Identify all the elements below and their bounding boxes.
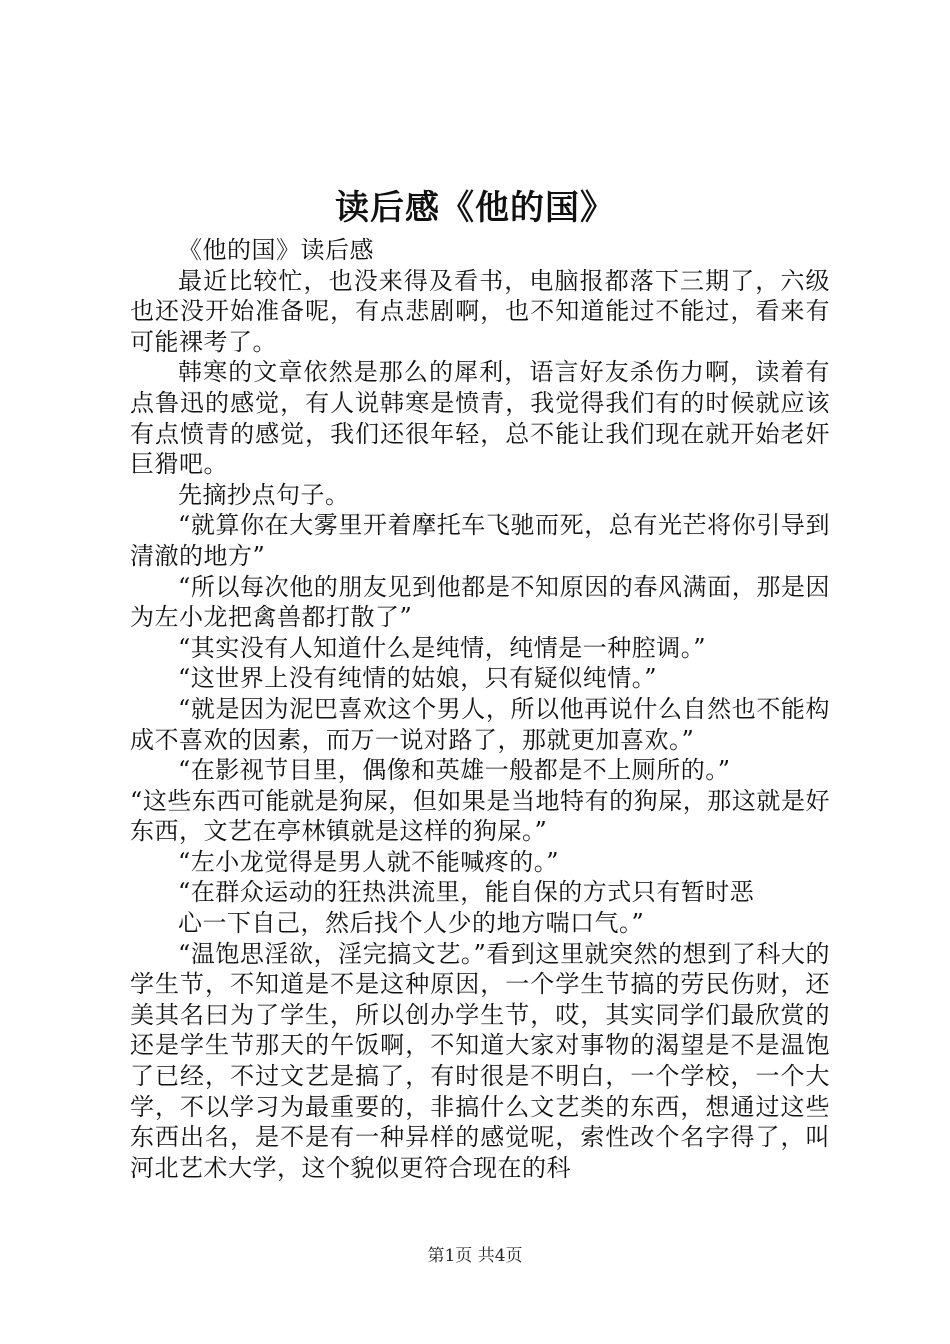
quote-paragraph: “左小龙觉得是男人就不能喊疼的。” <box>178 847 560 876</box>
quote-paragraph: “这些东西可能就是狗屎，但如果是当地特有的狗屎，那这就是好东西，文艺在亭林镇就是这样的狗屎。” <box>130 786 830 846</box>
paragraph: 先摘抄点句子。 <box>178 480 350 509</box>
paragraph: 韩寒的文章依然是那么的犀利，语言好友杀伤力啊，读着有点鲁迅的感觉，有人说韩寒是愤青，我觉得我们有的时候就应该有点愤青的感觉，我们还很年轻，总不能让我们现在就开始老奸巨猾吧。 <box>130 358 830 479</box>
paragraph: “温饱思淫欲，淫完搞文艺。”看到这里就突然的想到了科大的学生节，不知道是不是这种原因，一个学生节搞的劳民伤财，还美其名曰为了学生，所以创办学生节，哎，其实同学们最欣赏的还是学生节那天的午饭啊，不知道大家对事物的渴望是不是温饱了已经，不过文艺是搞了，有时很是不明白，一个学校，一个大学，不以学习为最重要的，非搞什么文艺类的东西，想通过这些东西出名，是不是有一种异样的感觉呢，索性改个名字得了，叫河北艺术大学，这个貌似更符合现在的科 <box>130 939 830 1182</box>
quote-paragraph-continued: 心一下自己，然后找个人少的地方喘口气。” <box>178 909 645 938</box>
quote-paragraph: “在影视节目里，偶像和英雄一般都是不上厕所的。” <box>178 756 731 785</box>
page-footer: 第1页 共4页 <box>427 1246 523 1266</box>
quote-paragraph: “就算你在大雾里开着摩托车飞驰而死，总有光芒将你引导到清澈的地方” <box>130 511 830 570</box>
quote-paragraph: “所以每次他的朋友见到他都是不知原因的春风满面，那是因为左小龙把禽兽都打散了” <box>130 572 830 632</box>
document-title: 读后感《他的国》 <box>335 188 615 228</box>
quote-paragraph: “在群众运动的狂热洪流里，能自保的方式只有暂时恶 <box>178 878 755 907</box>
quote-paragraph: “这世界上没有纯情的姑娘，只有疑似纯情。” <box>178 664 658 693</box>
paragraph: 最近比较忙，也没来得及看书，电脑报都落下三期了，六级也还没开始准备呢，有点悲剧啊，也不知道能过不能过，看来有可能裸考了。 <box>130 266 830 356</box>
quote-paragraph: “其实没有人知道什么是纯情，纯情是一种腔调。” <box>178 633 707 662</box>
document-body <box>130 235 830 1183</box>
quote-paragraph: “就是因为泥巴喜欢这个男人，所以他再说什么自然也不能构成不喜欢的因素，而万一说对路了，那就更加喜欢。” <box>130 694 830 754</box>
paragraph-subtitle: 《他的国》读后感 <box>178 236 374 264</box>
